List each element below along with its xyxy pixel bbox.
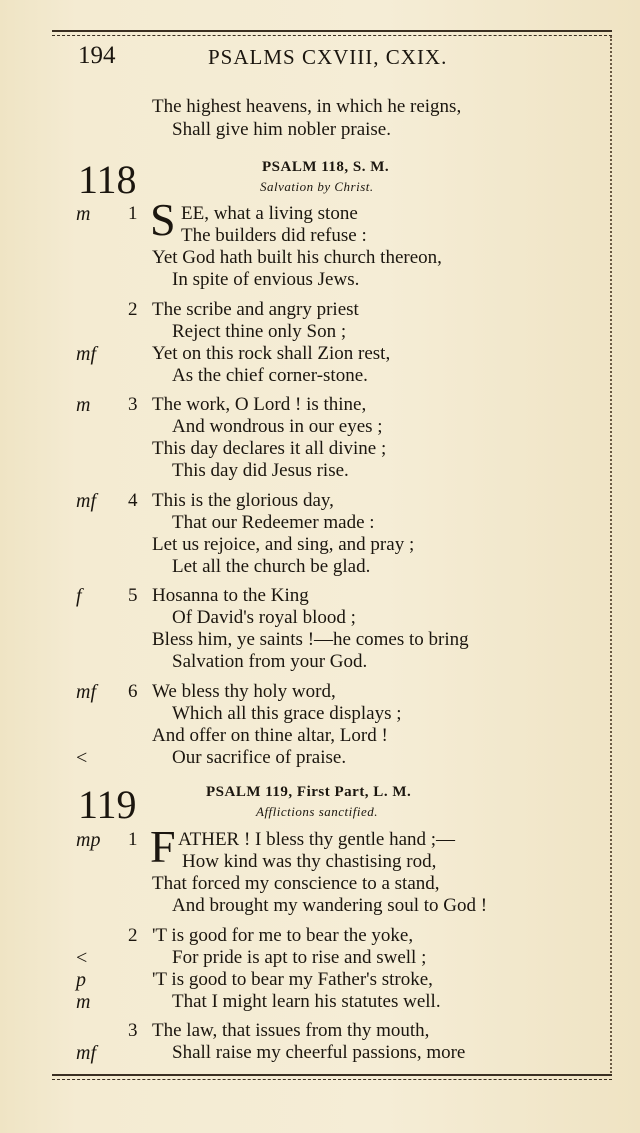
page-number: 194 xyxy=(78,42,116,69)
verse-line: How kind was thy chastising rod, xyxy=(182,851,437,872)
psalm-number: 119 xyxy=(78,782,137,827)
bottom-rule xyxy=(52,1074,612,1080)
verse-number: 2 xyxy=(128,299,138,320)
dynamic-mark: mf xyxy=(76,1042,96,1064)
verse-line: Let us rejoice, and sing, and pray ; xyxy=(152,534,415,555)
verse-line: ATHER ! I bless thy gentle hand ;— xyxy=(178,829,456,850)
verse-line: Shall raise my cheerful passions, more xyxy=(172,1042,466,1063)
psalm-heading: PSALM 119, First Part, L. M. xyxy=(206,784,412,800)
verse-line: 'T is good to bear my Father's stroke, xyxy=(152,969,433,990)
continuation-line: Shall give him nobler praise. xyxy=(172,119,391,140)
verse-line: That I might learn his statutes well. xyxy=(172,991,441,1012)
verse-number: 3 xyxy=(128,394,138,415)
verse-line: And brought my wandering soul to God ! xyxy=(172,895,488,916)
verse-number: 3 xyxy=(128,1020,138,1041)
verse-line: Yet on this rock shall Zion rest, xyxy=(152,343,391,364)
verse-line: Our sacrifice of praise. xyxy=(172,747,347,768)
verse-number: 5 xyxy=(128,585,138,606)
verse-line: We bless thy holy word, xyxy=(152,681,336,702)
verse-line: This day declares it all divine ; xyxy=(152,438,387,459)
verse-line: Which all this grace displays ; xyxy=(172,703,402,724)
psalm-number: 118 xyxy=(78,157,137,202)
verse-line: Of David's royal blood ; xyxy=(172,607,356,628)
continuation-line: The highest heavens, in which he reigns, xyxy=(152,96,462,117)
dynamic-mark: m xyxy=(76,203,91,225)
verse-line: The builders did refuse : xyxy=(181,225,367,246)
verse-number: 1 xyxy=(128,829,138,850)
psalm-subtitle: Salvation by Christ. xyxy=(260,179,374,194)
verse-line: For pride is apt to rise and swell ; xyxy=(172,947,427,968)
verse-line: That forced my conscience to a stand, xyxy=(152,873,440,894)
verse-line: Reject thine only Son ; xyxy=(172,321,347,342)
psalm-subtitle: Afflictions sanctified. xyxy=(256,804,378,819)
verse-line: As the chief corner-stone. xyxy=(172,365,368,386)
verse-line: And wondrous in our eyes ; xyxy=(172,416,383,437)
verse-line: In spite of envious Jews. xyxy=(172,269,360,290)
verse-line: And offer on thine altar, Lord ! xyxy=(152,725,388,746)
dynamic-mark: mf xyxy=(76,343,96,365)
dynamic-mark: mp xyxy=(76,829,101,851)
verse-line: Yet God hath built his church thereon, xyxy=(152,247,442,268)
side-rule xyxy=(610,36,614,1076)
verse-number: 4 xyxy=(128,490,138,511)
drop-cap: S xyxy=(150,194,176,245)
crescendo-mark: < xyxy=(76,947,88,969)
verse-line: The scribe and angry priest xyxy=(152,299,359,320)
verse-number: 2 xyxy=(128,925,138,946)
psalm-heading: PSALM 118, S. M. xyxy=(262,159,390,175)
verse-line: 'T is good for me to bear the yoke, xyxy=(152,925,414,946)
verse-line: Bless him, ye saints !—he comes to bring xyxy=(152,629,469,650)
verse-line: That our Redeemer made : xyxy=(172,512,375,533)
verse-number: 1 xyxy=(128,203,138,224)
verse-number: 6 xyxy=(128,681,138,702)
verse-line: EE, what a living stone xyxy=(181,203,358,224)
top-rule xyxy=(52,30,612,36)
verse-line: Hosanna to the King xyxy=(152,585,309,606)
dynamic-mark: f xyxy=(76,585,82,607)
verse-line: The work, O Lord ! is thine, xyxy=(152,394,367,415)
verse-line: The law, that issues from thy mouth, xyxy=(152,1020,430,1041)
verse-line: Let all the church be glad. xyxy=(172,556,371,577)
drop-cap: F xyxy=(150,821,176,872)
verse-line: Salvation from your God. xyxy=(172,651,368,672)
dynamic-mark: m xyxy=(76,991,91,1013)
verse-line: This day did Jesus rise. xyxy=(172,460,349,481)
page-title: PSALMS CXVIII, CXIX. xyxy=(208,45,448,69)
verse-line: This is the glorious day, xyxy=(152,490,334,511)
dynamic-mark: p xyxy=(76,969,86,991)
dynamic-mark: mf xyxy=(76,681,96,703)
crescendo-mark: < xyxy=(76,747,88,769)
dynamic-mark: mf xyxy=(76,490,96,512)
dynamic-mark: m xyxy=(76,394,91,416)
